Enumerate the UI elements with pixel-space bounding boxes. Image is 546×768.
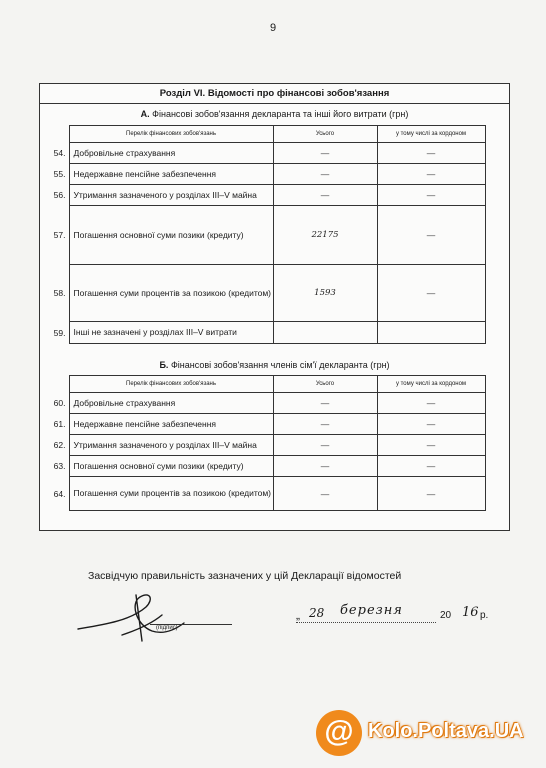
part-b-letter: Б.: [159, 360, 169, 370]
row-label: Недержавне пенсійне забезпечення: [69, 414, 273, 435]
row-number: 60.: [53, 398, 66, 408]
row-total: —: [273, 456, 377, 477]
row-total: —: [273, 393, 377, 414]
signature-caption: (підпис): [156, 625, 178, 631]
row-total: —: [273, 185, 377, 206]
row-total: —: [273, 143, 377, 164]
table-row: [40, 322, 485, 344]
row-number: 55.: [53, 169, 66, 179]
row-abroad: —: [377, 265, 485, 322]
row-number: 59.: [53, 327, 66, 338]
year-suffix: 16: [462, 605, 479, 620]
section-frame: [39, 83, 510, 531]
date-day: 28: [309, 606, 325, 620]
date-open-quote: „: [296, 608, 300, 622]
table-row: [40, 477, 485, 511]
row-abroad: —: [377, 185, 485, 206]
row-total: —: [273, 164, 377, 185]
row-label: Недержавне пенсійне забезпечення: [69, 164, 273, 185]
row-number: 57.: [53, 230, 66, 240]
row-number: 56.: [53, 190, 66, 200]
row-abroad: —: [377, 393, 485, 414]
part-a-title: [40, 106, 509, 122]
watermark-text: Kolo.Poltava.UA: [368, 720, 524, 742]
header-list: Перелік фінансових зобов'язань: [69, 376, 273, 393]
row-number: 61.: [53, 419, 66, 429]
row-label: Погашення основної суми позики (кредиту): [69, 456, 273, 477]
row-abroad: —: [377, 477, 485, 511]
header-abroad: у тому числі за кордоном: [377, 126, 485, 143]
table-row: [40, 456, 485, 477]
page-number: 9: [269, 22, 277, 34]
row-label: Погашення основної суми позики (кредиту): [69, 206, 273, 265]
row-abroad: [377, 322, 485, 344]
table-row: [40, 265, 485, 322]
date-line: [296, 622, 436, 623]
row-total-handwritten: 1593: [273, 265, 377, 322]
table-header-row: [40, 126, 485, 143]
row-label: Погашення суми процентів за позикою (кредитом): [69, 265, 273, 322]
row-label: Погашення суми процентів за позикою (кредитом): [69, 477, 273, 511]
header-list: Перелік фінансових зобов'язань: [69, 126, 273, 143]
row-abroad: —: [377, 164, 485, 185]
row-abroad: —: [377, 143, 485, 164]
table-row: [40, 435, 485, 456]
section-title: Розділ VI. Відомості про фінансові зобов'язання: [40, 84, 509, 104]
row-label: Утримання зазначеного у розділах III–V майна: [69, 185, 273, 206]
table-row: [40, 414, 485, 435]
row-number: 58.: [53, 288, 66, 298]
row-label: Добровільне страхування: [69, 393, 273, 414]
year-unit: р.: [480, 610, 489, 621]
part-a-title-text: Фінансові зобов'язання декларанта та інші його витрати (грн): [152, 109, 409, 119]
row-total: —: [273, 414, 377, 435]
row-total: [273, 322, 377, 344]
header-abroad: у тому числі за кордоном: [377, 376, 485, 393]
certification-text: Засвідчую правильність зазначених у цій Декларації відомостей: [88, 570, 402, 582]
header-total: Усього: [273, 126, 377, 143]
table-header-row: [40, 376, 485, 393]
watermark: [316, 710, 542, 756]
header-total: Усього: [273, 376, 377, 393]
row-abroad: —: [377, 206, 485, 265]
part-b-title: [40, 357, 509, 373]
table-row: [40, 143, 485, 164]
table-row: [40, 206, 485, 265]
row-number: 63.: [53, 461, 66, 471]
handwritten-signature: [72, 585, 192, 645]
year-prefix: 20: [440, 610, 452, 621]
part-b-table: [40, 375, 486, 511]
row-label: Добровільне страхування: [69, 143, 273, 164]
row-total-handwritten: 22175: [273, 206, 377, 265]
table-row: [40, 185, 485, 206]
row-total: —: [273, 435, 377, 456]
row-abroad: —: [377, 456, 485, 477]
row-abroad: —: [377, 414, 485, 435]
at-sign-icon: @: [316, 710, 362, 756]
row-number: 64.: [53, 488, 66, 499]
part-b-title-text: Фінансові зобов'язання членів сім'ї декларанта (грн): [170, 360, 390, 370]
row-number: 54.: [53, 148, 66, 158]
row-abroad: —: [377, 435, 485, 456]
part-a-table: [40, 125, 486, 344]
row-number: 62.: [53, 440, 66, 450]
row-label: Інші не зазначені у розділах III–V витрати: [69, 322, 273, 344]
table-row: [40, 164, 485, 185]
table-row: [40, 393, 485, 414]
date-month: березня: [340, 603, 403, 618]
row-label: Утримання зазначеного у розділах III–V майна: [69, 435, 273, 456]
row-total: —: [273, 477, 377, 511]
part-a-letter: А.: [140, 109, 150, 119]
